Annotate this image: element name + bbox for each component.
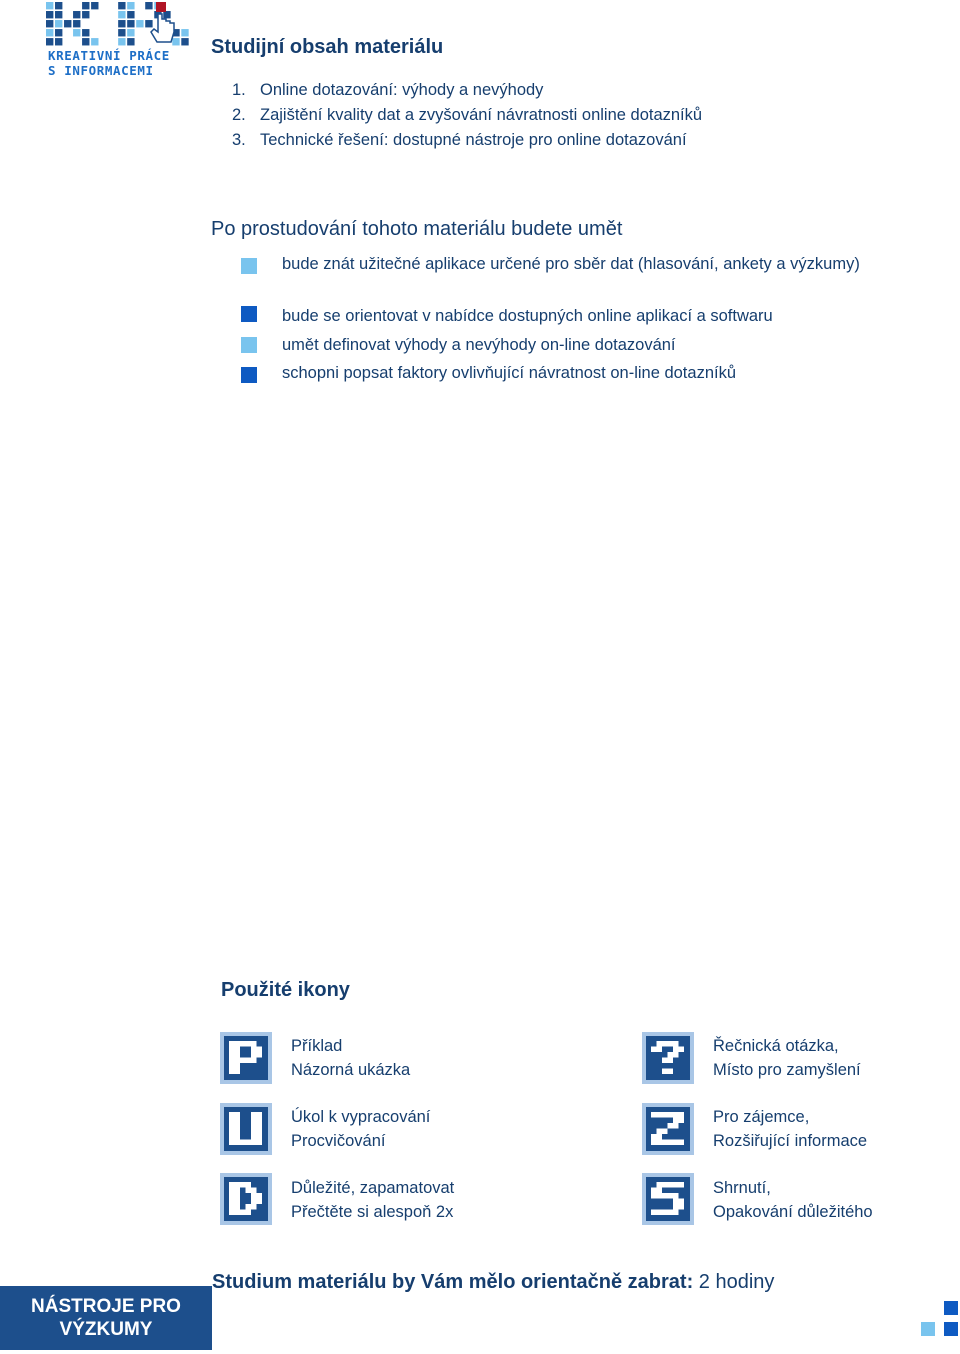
kpi-logo [46, 2, 191, 80]
logo-line1: KREATIVNÍ PRÁCE [48, 48, 170, 63]
goals-title: Po prostudování tohoto materiálu budete umět [211, 218, 623, 240]
task-u-icon [220, 1103, 272, 1155]
logo-line2: S INFORMACEMI [48, 63, 154, 78]
decor-square-icon [921, 1322, 935, 1336]
summary-s-icon [642, 1173, 694, 1225]
decor-square-icon [944, 1301, 958, 1315]
goal-item: bude znát užitečné aplikace určené pro sběr dat (hlasování, ankety a výzkumy) [282, 255, 860, 273]
question-icon [642, 1032, 694, 1084]
extension-z-icon [642, 1103, 694, 1155]
goal-item: schopni popsat faktory ovlivňující návratnost on-line dotazníků [282, 364, 737, 382]
study-content-title: Studijní obsah materiálu [211, 36, 444, 58]
list-item: 1. Online dotazování: výhody a nevýhody [232, 81, 544, 99]
icon-label: Shrnutí, Opakování důležitého [713, 1179, 873, 1221]
topic-badge: NÁSTROJE PRO VÝZKUMY [0, 1286, 212, 1350]
study-time-value: 2 hodiny [698, 1271, 775, 1293]
decor-square-icon [944, 1322, 958, 1336]
bullet-square-icon [241, 337, 257, 353]
icon-label: Příklad Názorná ukázka [291, 1037, 411, 1079]
logo-pixel-grid [46, 2, 191, 48]
icon-label: Řečnická otázka, Místo pro zamyšlení [713, 1037, 861, 1079]
icons-title: Použité ikony [221, 979, 350, 1001]
study-time-label: Studium materiálu by Vám mělo orientačně zabrat: [212, 1271, 694, 1293]
goal-item: bude se orientovat v nabídce dostupných online aplikací a softwaru [282, 307, 773, 325]
list-item: 2. Zajištění kvality dat a zvyšování návratnosti online dotazníků [232, 106, 703, 124]
icon-label: Úkol k vypracování Procvičování [291, 1108, 431, 1150]
study-content-list [232, 78, 702, 153]
study-time [212, 1271, 774, 1294]
bullet-square-icon [241, 306, 257, 322]
icon-label: Pro zájemce, Rozšiřující informace [713, 1108, 868, 1150]
goal-item: umět definovat výhody a nevýhody on-line dotazování [282, 336, 676, 354]
list-item: 3. Technické řešení: dostupné nástroje pro online dotazování [232, 131, 687, 149]
important-d-icon [220, 1173, 272, 1225]
bullet-square-icon [241, 367, 257, 383]
example-p-icon [220, 1032, 272, 1084]
bullet-square-icon [241, 258, 257, 274]
icon-label: Důležité, zapamatovat Přečtěte si alespoň 2x [291, 1179, 455, 1221]
